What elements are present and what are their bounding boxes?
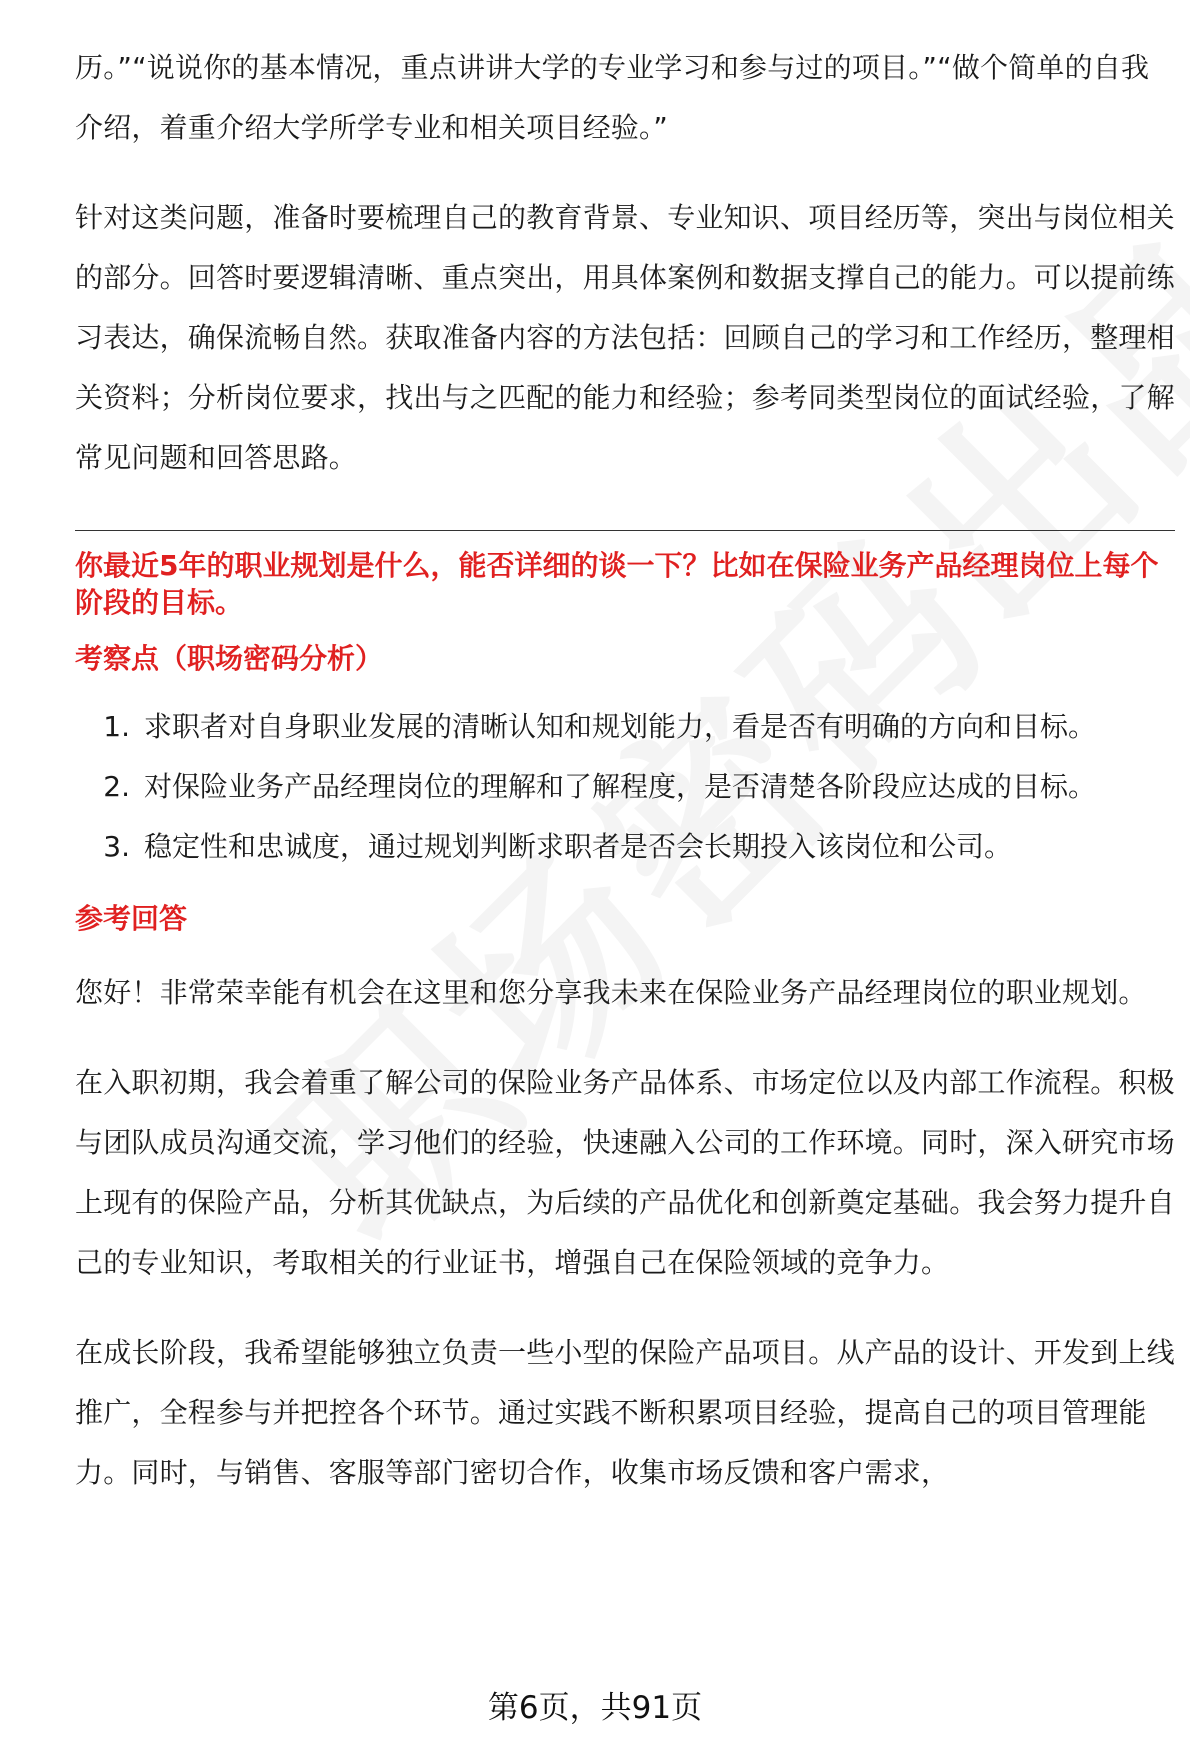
list-number: 3. [103,830,130,863]
points-label: 考察点（职场密码分析） [75,642,384,675]
list-item [75,817,1175,877]
points-list [75,697,1175,877]
list-item [75,757,1175,817]
intro-paragraph-1: 历。”“说说你的基本情况，重点讲讲大学的专业学习和参与过的项目。”“做个简单的自我介绍，着重介绍大学所学专业和相关项目经验。” [75,51,1150,144]
list-text: 对保险业务产品经理岗位的理解和了解程度，是否清楚各阶段应达成的目标。 [144,770,1097,803]
intro-paragraph-2: 针对这类问题，准备时要梳理自己的教育背景、专业知识、项目经历等，突出与岗位相关的部分。回答时要逻辑清晰、重点突出，用具体案例和数据支撑自己的能力。可以提前练习表达，确保流畅自然。获取准备内容的方法包括：回顾自己的学习和工作经历，整理相关资料；分析岗位要求，找出与之匹配的能力和经验；参考同类型岗位的面试经验，了解常见问题和回答思路。 [75,201,1175,474]
answer-label: 参考回答 [75,902,188,935]
answer-paragraph-1: 您好！非常荣幸能有机会在这里和您分享我未来在保险业务产品经理岗位的职业规划。 [75,976,1147,1009]
list-text: 稳定性和忠诚度，通过规划判断求职者是否会长期投入该岗位和公司。 [144,830,1013,863]
list-number: 2. [103,770,130,803]
answer-paragraph-3: 在成长阶段，我希望能够独立负责一些小型的保险产品项目。从产品的设计、开发到上线推广，全程参与并把控各个环节。通过实践不断积累项目经验，提高自己的项目管理能力。同时，与销售、客服等部门密切合作，收集市场反馈和客户需求， [75,1336,1175,1489]
list-item [75,697,1175,757]
page-number: 第6页，共91页 [487,1690,703,1726]
list-number: 1. [103,710,130,743]
document-page [75,38,1175,1503]
question-title: 你最近5年的职业规划是什么，能否详细的谈一下？比如在保险业务产品经理岗位上每个阶段的目标。 [75,549,1159,619]
list-text: 求职者对自身职业发展的清晰认知和规划能力，看是否有明确的方向和目标。 [144,710,1097,743]
answer-paragraph-2: 在入职初期，我会着重了解公司的保险业务产品体系、市场定位以及内部工作流程。积极与团队成员沟通交流，学习他们的经验，快速融入公司的工作环境。同时，深入研究市场上现有的保险产品，分析其优缺点，为后续的产品优化和创新奠定基础。我会努力提升自己的专业知识，考取相关的行业证书，增强自己在保险领域的竞争力。 [75,1066,1175,1279]
